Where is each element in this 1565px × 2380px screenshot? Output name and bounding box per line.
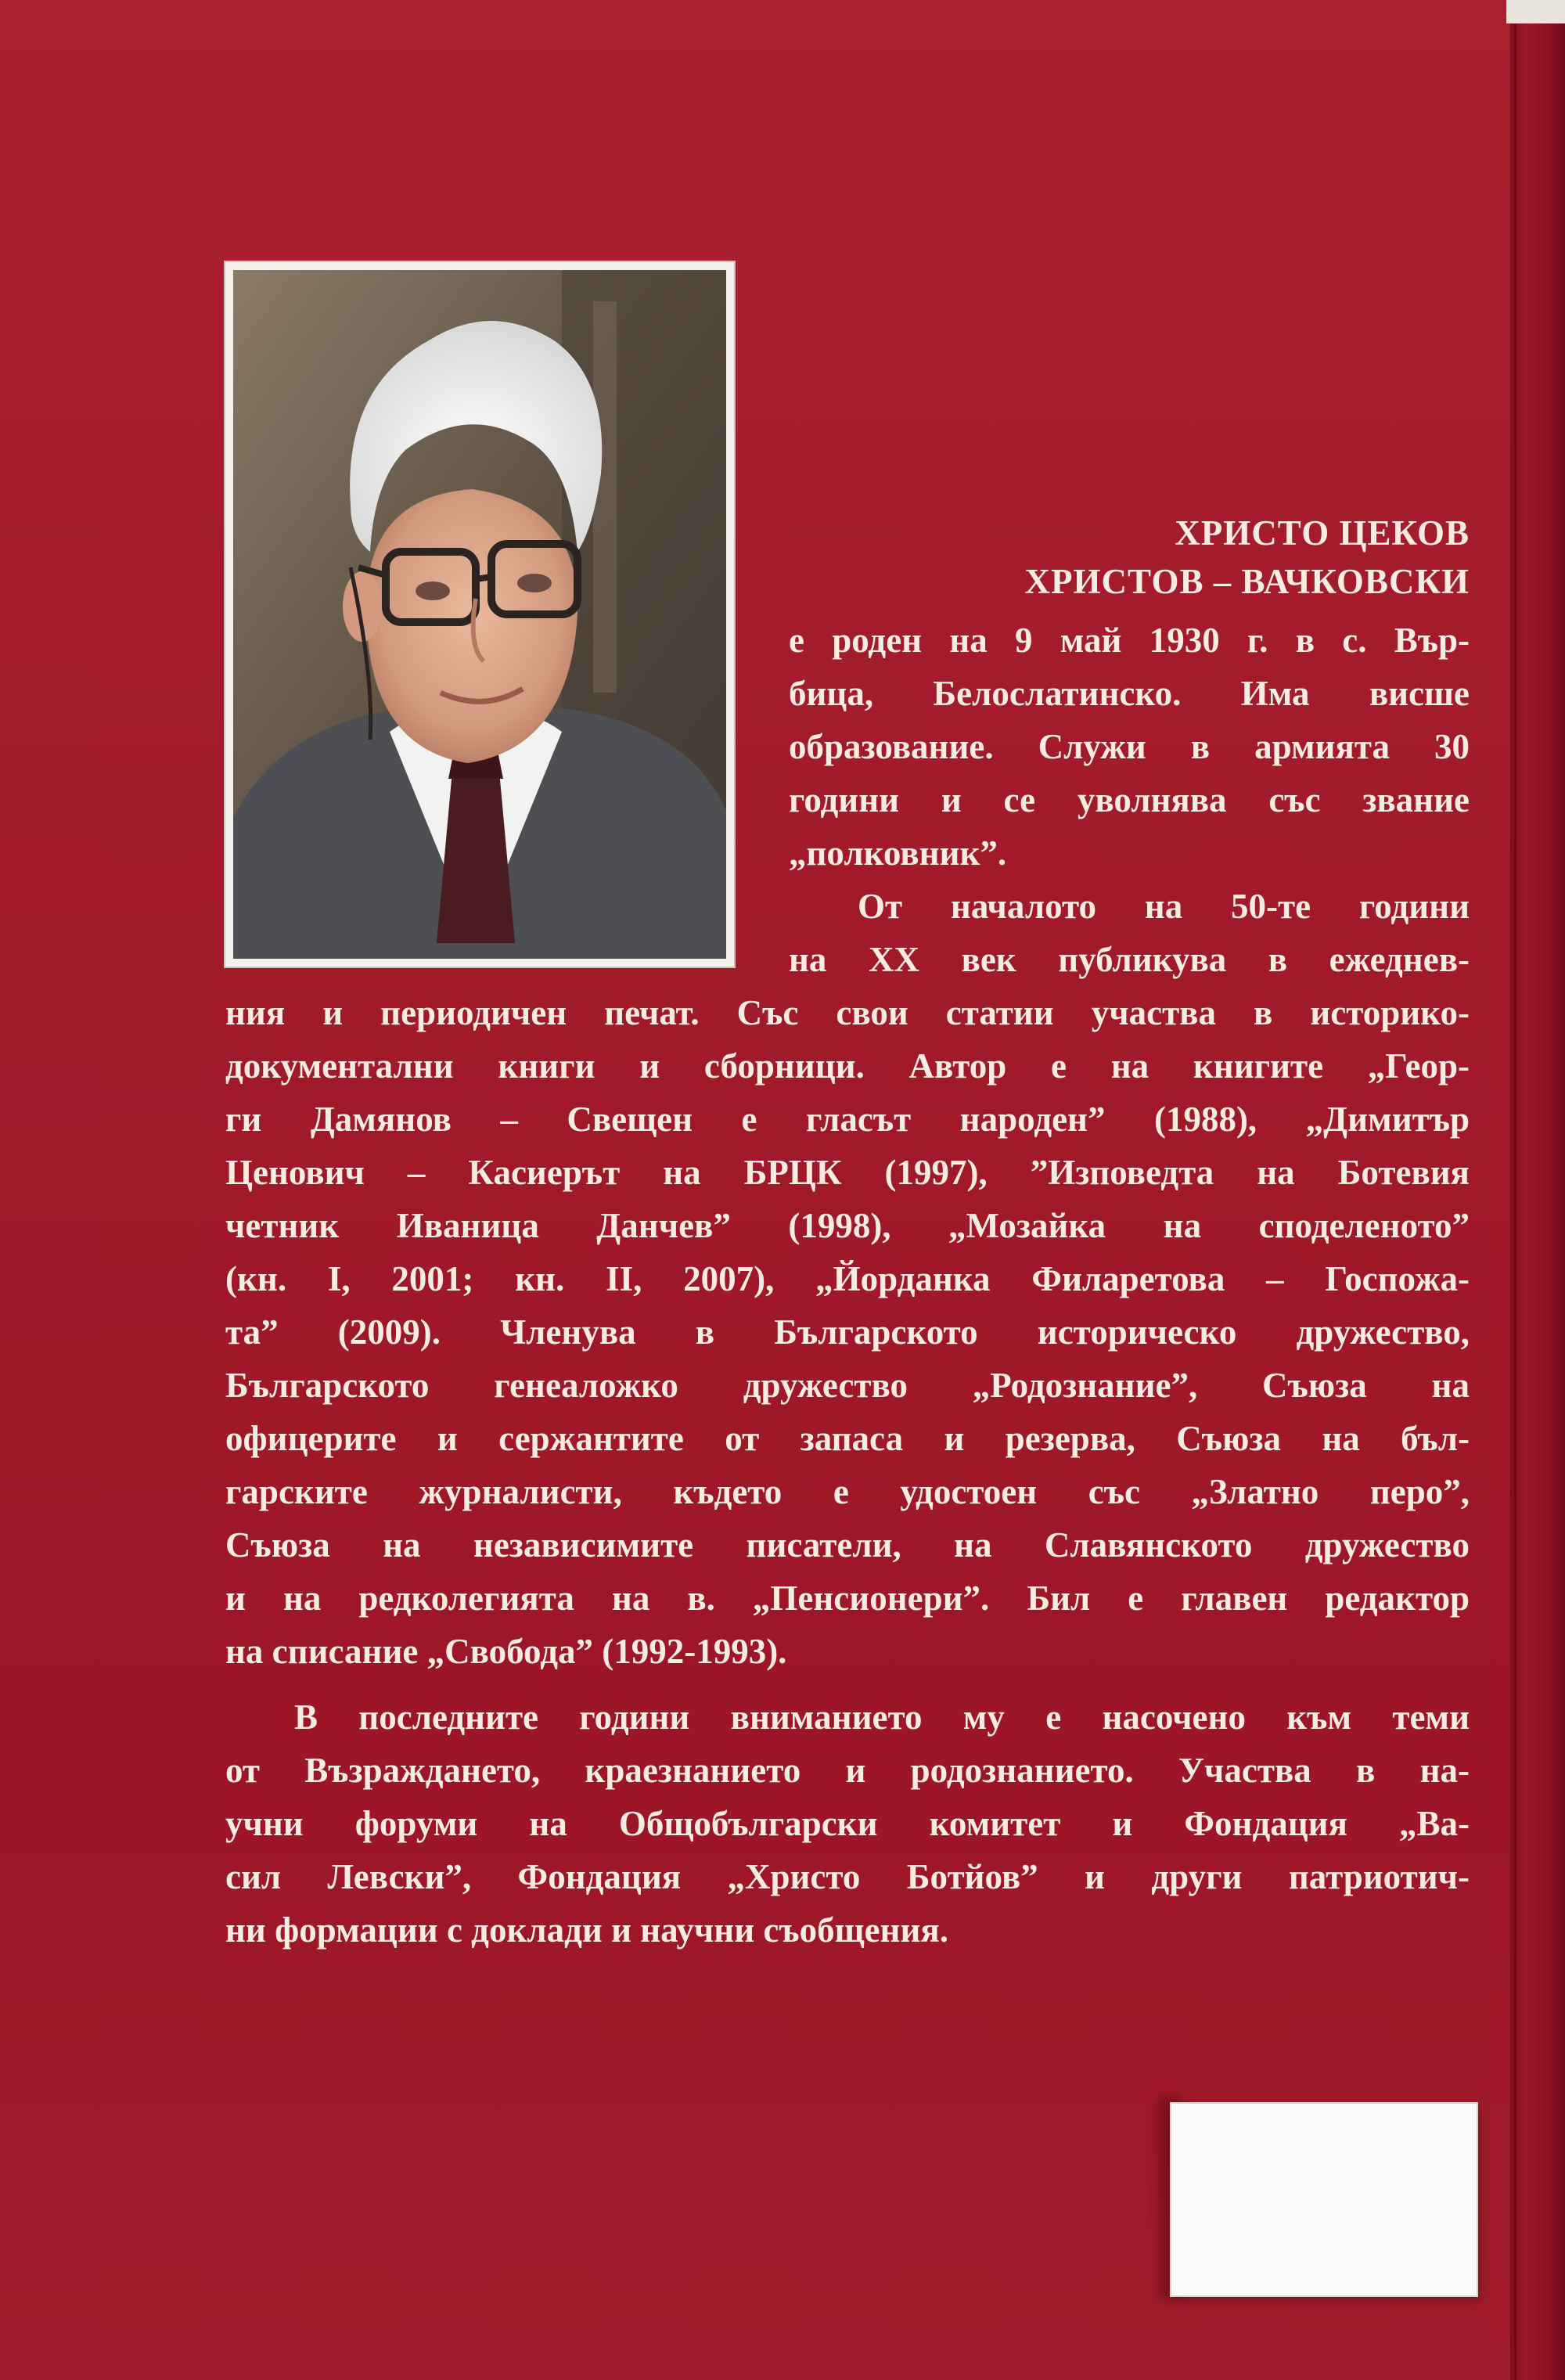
blank-sticker-label xyxy=(1171,2104,1477,2295)
portrait-illustration xyxy=(233,270,726,959)
bio-line: Съюза на независимите писатели, на Славянското дружество xyxy=(225,1525,1470,1564)
bio-line: учни форуми на Общобългарски комитет и Фондация „Ва- xyxy=(225,1804,1470,1843)
bio-line: гарските журналисти, където е удостоен със „Златно перо”, xyxy=(225,1472,1470,1511)
bio-line: бица, Белослатинско. Има висше xyxy=(789,674,1470,713)
spine-fold-line xyxy=(1514,0,1516,2380)
bio-line: на списание „Свобода” (1992-1993). xyxy=(225,1632,787,1671)
bio-line: образование. Служи в армията 30 xyxy=(789,727,1470,766)
bio-line: от Възраждането, краезнанието и родознанието. Участва в на- xyxy=(225,1751,1470,1790)
author-name-line1: ХРИСТО ЦЕКОВ xyxy=(1175,513,1470,553)
bio-line: сил Левски”, Фондация „Христо Ботйов” и други патриотич- xyxy=(225,1857,1470,1896)
bio-line: (кн. I, 2001; кн. II, 2007), „Йорданка Филаретова – Госпожа- xyxy=(225,1259,1470,1298)
bio-line: „полковник”. xyxy=(789,834,1007,873)
bio-line: на XX век публикува в ежеднев- xyxy=(789,940,1470,979)
author-name-line2: ХРИСТОВ – ВАЧКОВСКИ xyxy=(1024,562,1470,601)
book-spine-edge xyxy=(1510,0,1565,2380)
bio-line: Българското генеаложко дружество „Родознание”, Съюза на xyxy=(225,1366,1470,1405)
background-corner xyxy=(1506,0,1565,23)
bio-line: е роден на 9 май 1930 г. в с. Вър- xyxy=(789,621,1470,660)
author-photo-frame xyxy=(225,262,734,967)
bio-line: ния и периодичен печат. Със свои статии участва в историко- xyxy=(225,993,1470,1032)
bio-line: та” (2009). Членува в Българското историческо дружество, xyxy=(225,1312,1470,1352)
bio-line: В последните години вниманието му е насочено към теми xyxy=(294,1698,1470,1737)
bio-line: офицерите и сержантите от запаса и резерва, Съюза на бъл- xyxy=(225,1419,1470,1458)
bio-line: и на редколегията на в. „Пенсионери”. Бил е главен редактор xyxy=(225,1579,1470,1618)
bio-line: От началото на 50-те години xyxy=(858,887,1470,926)
bio-line: четник Иваница Данчев” (1998), „Мозайка на споделеното” xyxy=(225,1206,1470,1245)
bio-line: Ценович – Касиерът на БРЦК (1997), ”Изповедта на Ботевия xyxy=(225,1153,1470,1192)
author-portrait-photo xyxy=(233,270,726,959)
bio-line: ги Дамянов – Свещен е гласът народен” (1988), „Димитър xyxy=(225,1100,1470,1139)
bio-line: документални книги и сборници. Автор е на книгите „Геор- xyxy=(225,1046,1470,1086)
bio-line: години и се уволнява със звание xyxy=(789,780,1470,819)
bio-line: ни формации с доклади и научни съобщения. xyxy=(225,1910,948,1950)
